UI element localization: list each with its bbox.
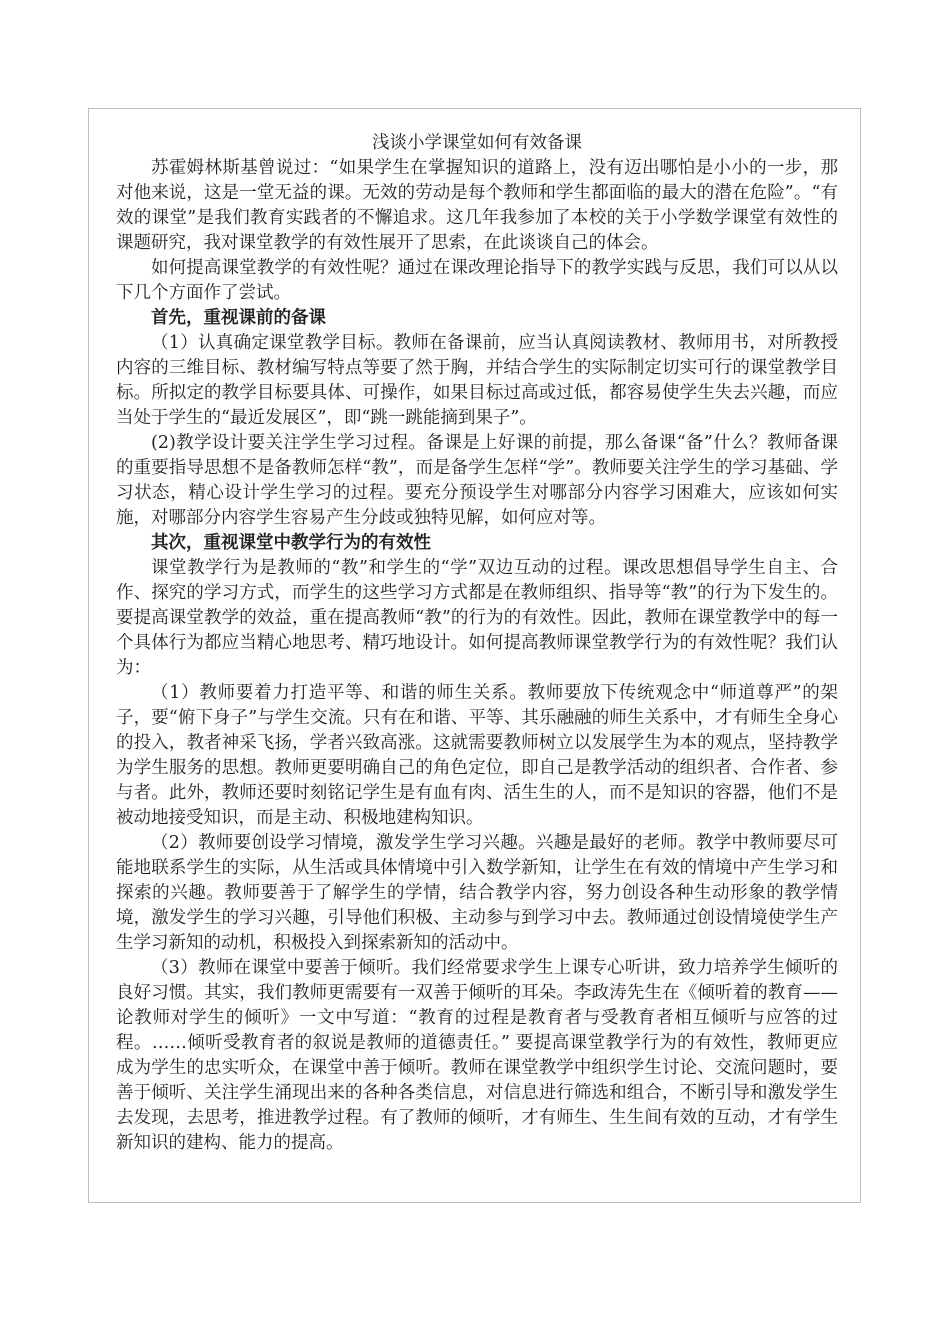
paragraph-goal: （1）认真确定课堂教学目标。教师在备课前，应当认真阅读教材、教师用书，对所教授内容的三维目标、教材编写特点等要了然于胸，并结合学生的实际制定切实可行的课堂教学目标。所拟定的教学目标要具体、可操作，如果目标过高或过低，都容易使学生失去兴趣，而应当处于学生的“最近发展区”，即“跳一跳能摘到果子”。	[116, 333, 838, 428]
paragraph-listening: （3）教师在课堂中要善于倾听。我们经常要求学生上课专心听讲，致力培养学生倾听的良好习惯。其实，我们教师更需要有一双善于倾听的耳朵。李政涛先生在《倾听着的教育——论教师对学生的倾听》一文中写道：“教育的过程是教育者与受教育者相互倾听与应答的过程。……倾听受教育者的叙说是教师的道德责任。” 要提高课堂教学行为的有效性，教师更应成为学生的忠实听众，在课堂中善于倾听。教师在课堂教学中组织学生讨论、交流问题时，要善于倾听、关注学生涌现出来的各种各类信息，对信息进行筛选和组合，不断引导和激发学生去发现，去思考，推进教学过程。有了教师的倾听，才有师生、生生间有效的互动，才有学生新知识的建构、能力的提高。	[116, 958, 838, 1153]
paragraph-behavior: 课堂教学行为是教师的“教”和学生的“学”双边互动的过程。课改思想倡导学生自主、合作、探究的学习方式，而学生的这些学习方式都是在教师组织、指导等“教”的行为下发生的。要提高课堂教学的效益，重在提高教师“教”的行为的有效性。因此，教师在课堂教学中的每一个具体行为都应当精心地思考、精巧地设计。如何提高教师课堂教学行为的有效性呢？我们认为：	[116, 558, 838, 678]
section-heading-second: 其次，重视课堂中教学行为的有效性	[151, 533, 431, 553]
paragraph-intro: 苏霍姆林斯基曾说过：“如果学生在掌握知识的道路上，没有迈出哪怕是小小的一步，那对他来说，这是一堂无益的课。无效的劳动是每个教师和学生都面临的最大的潜在危险”。“有效的课堂”是我们教育实践者的不懈追求。这几年我参加了本校的关于小学数学课堂有效性的课题研究，我对课堂教学的有效性展开了思索，在此谈谈自己的体会。	[116, 158, 838, 253]
paragraph-design: (2)教学设计要关注学生学习过程。备课是上好课的前提，那么备课“备”什么？教师备课的重要指导思想不是备教师怎样“教”，而是备学生怎样“学”。教师要关注学生的学习基础、学习状态，精心设计学生学习的过程。要充分预设学生对哪部分内容学习困难大，应该如何实施，对哪部分内容学生容易产生分歧或独特见解，如何应对等。	[116, 433, 838, 528]
paragraph-relationship: （1）教师要着力打造平等、和谐的师生关系。教师要放下传统观念中“师道尊严”的架子，要“俯下身子”与学生交流。只有在和谐、平等、其乐融融的师生关系中，才有师生全身心的投入，教者神采飞扬，学者兴致高涨。这就需要教师树立以发展学生为本的观点，坚持教学为学生服务的思想。教师更要明确自己的角色定位，即自己是教学活动的组织者、合作者、参与者。此外，教师还要时刻铭记学生是有血有肉、活生生的人，而不是知识的容器，他们不是被动地接受知识，而是主动、积极地建构知识。	[116, 683, 838, 828]
document-body	[116, 131, 838, 1156]
document-title: 浅谈小学课堂如何有效备课	[372, 133, 582, 153]
paragraph-question: 如何提高课堂教学的有效性呢？通过在课改理论指导下的教学实践与反思，我们可以从以下几个方面作了尝试。	[116, 258, 838, 303]
section-heading-first: 首先，重视课前的备课	[151, 308, 326, 328]
paragraph-situation: （2）教师要创设学习情境，激发学生学习兴趣。兴趣是最好的老师。教学中教师要尽可能地联系学生的实际，从生活或具体情境中引入数学新知，让学生在有效的情境中产生学习和探索的兴趣。教师要善于了解学生的学情，结合教学内容，努力创设各种生动形象的教学情境，激发学生的学习兴趣，引导他们积极、主动参与到学习中去。教师通过创设情境使学生产生学习新知的动机，积极投入到探索新知的活动中。	[116, 833, 838, 953]
